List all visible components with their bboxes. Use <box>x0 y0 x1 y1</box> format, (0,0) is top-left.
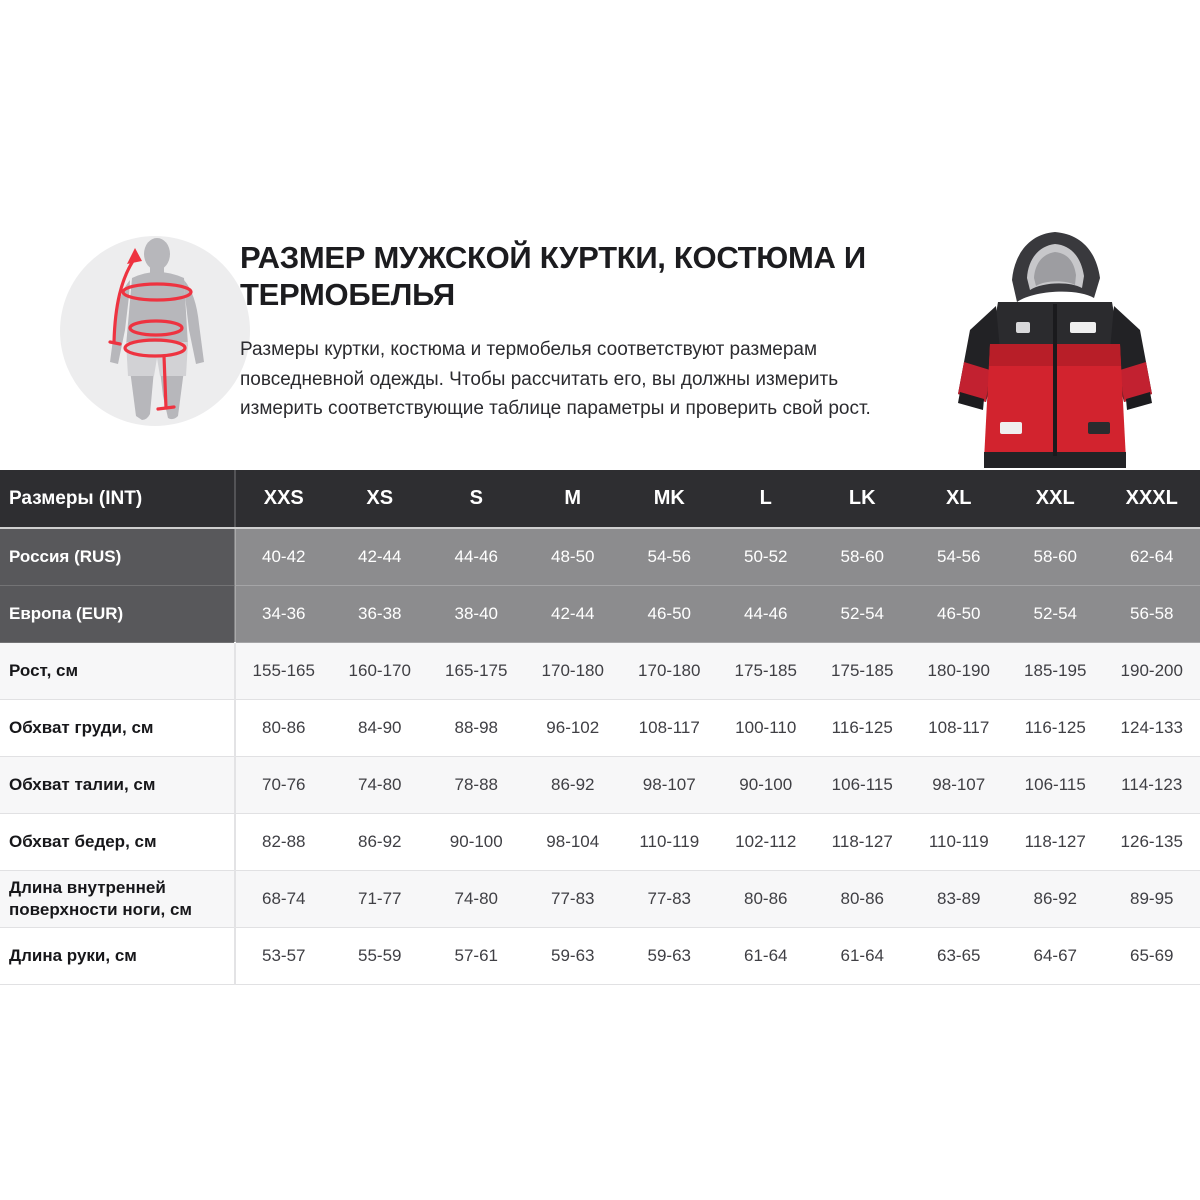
size-value-cell: 58-60 <box>1007 528 1104 585</box>
size-value-cell: 48-50 <box>525 528 622 585</box>
size-value-cell: 86-92 <box>1007 870 1104 927</box>
size-value-cell: 108-117 <box>621 699 718 756</box>
size-value-cell: 114-123 <box>1104 756 1200 813</box>
size-value-cell: 90-100 <box>428 813 525 870</box>
size-value-cell: 124-133 <box>1104 699 1200 756</box>
size-value-cell: 185-195 <box>1007 642 1104 699</box>
size-value-cell: 78-88 <box>428 756 525 813</box>
size-value-cell: 46-50 <box>911 585 1008 642</box>
size-value-cell: 88-98 <box>428 699 525 756</box>
red-black-jacket-icon <box>938 226 1172 478</box>
size-value-cell: 80-86 <box>718 870 815 927</box>
size-value-cell: 118-127 <box>1007 813 1104 870</box>
size-column-header: XS <box>332 470 429 528</box>
size-value-cell: 53-57 <box>235 927 332 984</box>
size-value-cell: 116-125 <box>1007 699 1104 756</box>
size-column-header: XL <box>911 470 1008 528</box>
row-label: Длина руки, см <box>0 927 235 984</box>
size-value-cell: 116-125 <box>814 699 911 756</box>
size-value-cell: 170-180 <box>621 642 718 699</box>
size-value-cell: 44-46 <box>428 528 525 585</box>
size-value-cell: 175-185 <box>718 642 815 699</box>
size-table-row <box>0 528 1200 585</box>
size-table-header-row <box>0 470 1200 528</box>
size-column-header: MK <box>621 470 718 528</box>
size-table-row <box>0 699 1200 756</box>
jacket-product-image <box>938 226 1172 478</box>
measurement-figure-icon <box>58 234 252 428</box>
size-value-cell: 64-67 <box>1007 927 1104 984</box>
size-value-cell: 40-42 <box>235 528 332 585</box>
size-column-header: XXXL <box>1104 470 1200 528</box>
size-value-cell: 65-69 <box>1104 927 1200 984</box>
size-value-cell: 89-95 <box>1104 870 1200 927</box>
size-value-cell: 74-80 <box>332 756 429 813</box>
size-value-cell: 118-127 <box>814 813 911 870</box>
size-value-cell: 175-185 <box>814 642 911 699</box>
size-value-cell: 126-135 <box>1104 813 1200 870</box>
size-value-cell: 74-80 <box>428 870 525 927</box>
size-value-cell: 82-88 <box>235 813 332 870</box>
size-column-header: S <box>428 470 525 528</box>
size-value-cell: 71-77 <box>332 870 429 927</box>
size-value-cell: 165-175 <box>428 642 525 699</box>
size-value-cell: 61-64 <box>814 927 911 984</box>
size-value-cell: 98-107 <box>911 756 1008 813</box>
size-table-corner-header: Размеры (INT) <box>0 470 235 528</box>
intro-description: Размеры куртки, костюма и термобелья соответствуют размерам повседневной одежды. Чтобы рассчитать его, вы должны измерить измерить соответствующие таблице параметры и проверить свой рост. <box>240 339 871 420</box>
size-value-cell: 54-56 <box>621 528 718 585</box>
size-column-header: LK <box>814 470 911 528</box>
size-value-cell: 63-65 <box>911 927 1008 984</box>
size-value-cell: 190-200 <box>1104 642 1200 699</box>
size-value-cell: 98-107 <box>621 756 718 813</box>
size-value-cell: 160-170 <box>332 642 429 699</box>
size-value-cell: 57-61 <box>428 927 525 984</box>
size-value-cell: 56-58 <box>1104 585 1200 642</box>
size-value-cell: 36-38 <box>332 585 429 642</box>
size-table-row <box>0 585 1200 642</box>
size-table-row <box>0 756 1200 813</box>
row-label: Обхват талии, см <box>0 756 235 813</box>
size-value-cell: 98-104 <box>525 813 622 870</box>
size-value-cell: 170-180 <box>525 642 622 699</box>
size-value-cell: 59-63 <box>621 927 718 984</box>
size-value-cell: 61-64 <box>718 927 815 984</box>
size-value-cell: 77-83 <box>621 870 718 927</box>
size-value-cell: 106-115 <box>814 756 911 813</box>
size-value-cell: 42-44 <box>525 585 622 642</box>
size-value-cell: 180-190 <box>911 642 1008 699</box>
size-value-cell: 77-83 <box>525 870 622 927</box>
row-label: Длина внутренней поверхности ноги, см <box>0 870 235 927</box>
row-label: Рост, см <box>0 642 235 699</box>
size-value-cell: 96-102 <box>525 699 622 756</box>
size-value-cell: 58-60 <box>814 528 911 585</box>
size-value-cell: 155-165 <box>235 642 332 699</box>
size-value-cell: 102-112 <box>718 813 815 870</box>
size-value-cell: 106-115 <box>1007 756 1104 813</box>
size-value-cell: 86-92 <box>525 756 622 813</box>
size-value-cell: 68-74 <box>235 870 332 927</box>
size-value-cell: 52-54 <box>814 585 911 642</box>
size-column-header: M <box>525 470 622 528</box>
size-value-cell: 83-89 <box>911 870 1008 927</box>
size-table-row <box>0 642 1200 699</box>
size-value-cell: 42-44 <box>332 528 429 585</box>
size-value-cell: 50-52 <box>718 528 815 585</box>
size-value-cell: 110-119 <box>621 813 718 870</box>
size-column-header: XXL <box>1007 470 1104 528</box>
size-value-cell: 59-63 <box>525 927 622 984</box>
size-value-cell: 90-100 <box>718 756 815 813</box>
intro-section <box>240 240 940 423</box>
size-column-header: XXS <box>235 470 332 528</box>
size-value-cell: 110-119 <box>911 813 1008 870</box>
size-column-header: L <box>718 470 815 528</box>
size-value-cell: 34-36 <box>235 585 332 642</box>
size-value-cell: 108-117 <box>911 699 1008 756</box>
size-value-cell: 80-86 <box>235 699 332 756</box>
size-value-cell: 55-59 <box>332 927 429 984</box>
size-table-row <box>0 813 1200 870</box>
size-value-cell: 44-46 <box>718 585 815 642</box>
row-label: Обхват бедер, см <box>0 813 235 870</box>
size-value-cell: 100-110 <box>718 699 815 756</box>
row-label: Россия (RUS) <box>0 528 235 585</box>
row-label: Европа (EUR) <box>0 585 235 642</box>
size-value-cell: 70-76 <box>235 756 332 813</box>
size-value-cell: 80-86 <box>814 870 911 927</box>
size-value-cell: 54-56 <box>911 528 1008 585</box>
body-measurement-diagram <box>58 234 252 428</box>
size-value-cell: 84-90 <box>332 699 429 756</box>
size-table-row <box>0 927 1200 984</box>
size-value-cell: 86-92 <box>332 813 429 870</box>
size-table-row <box>0 870 1200 927</box>
size-value-cell: 62-64 <box>1104 528 1200 585</box>
size-table <box>0 470 1200 985</box>
size-value-cell: 52-54 <box>1007 585 1104 642</box>
row-label: Обхват груди, см <box>0 699 235 756</box>
page-title: РАЗМЕР МУЖСКОЙ КУРТКИ, КОСТЮМА И ТЕРМОБЕЛЬЯ <box>240 240 866 312</box>
size-value-cell: 46-50 <box>621 585 718 642</box>
size-value-cell: 38-40 <box>428 585 525 642</box>
